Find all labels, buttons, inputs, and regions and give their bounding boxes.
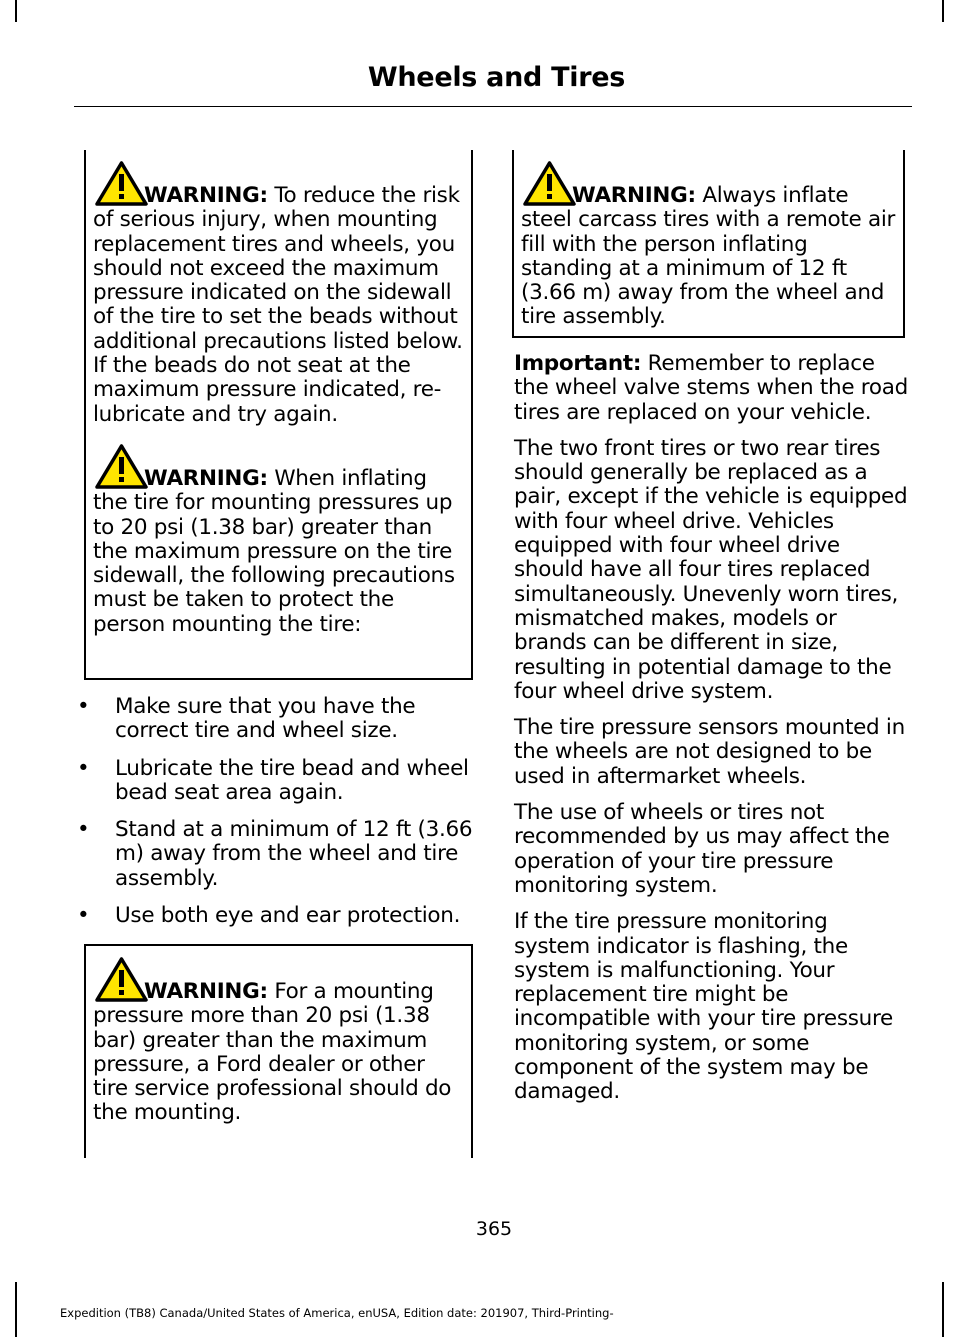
list-item: • Stand at a minimum of 12 ft (3.66 m) away from the wheel and tire assembly. — [74, 818, 478, 891]
warning-body: For a mounting pressure more than 20 psi (1.38 bar) greater than the maximum pressure, a Ford dealer or other tire service professional should do the mounting. — [93, 979, 452, 1126]
list-item: • Use both eye and ear protection. — [74, 904, 478, 928]
list-item: • Lubricate the tire bead and wheel bead seat area again. — [74, 757, 478, 806]
page-number: 365 — [475, 1218, 513, 1240]
precautions-list — [74, 695, 478, 928]
footer-text: Expedition (TB8) Canada/United States of America, enUSA, Edition date: 201907, Third-Printing- — [60, 1306, 614, 1320]
warning-triangle-icon — [94, 160, 149, 207]
warning-box-right — [512, 150, 905, 338]
crop-mark-top-right-v — [942, 0, 944, 22]
right-body-text — [514, 352, 908, 1117]
warning-item — [93, 184, 465, 427]
page-title: Wheels and Tires — [367, 62, 625, 93]
body-paragraph: The two front tires or two rear tires should generally be replaced as a pair, except if the vehicle is equipped with four wheel drive. Vehicles equipped with four wheel drive should have all four tires replaced simultaneously. Unevenly worn tires, mismatched makes, models or brands can be different in size, resulting in potential damage to the four wheel drive system. — [514, 435, 908, 704]
warning-text — [93, 184, 465, 427]
warning-triangle-icon — [94, 956, 149, 1003]
body-paragraph: The tire pressure sensors mounted in the wheels are not designed to be used in aftermarket wheels. — [514, 715, 905, 789]
warning-body: To reduce the risk of serious injury, when mounting replacement tires and wheels, you should not exceed the maximum pressure indicated on the sidewall of the tire to set the beads without additional precautions listed below. If the beads do not seat at the maximum pressure indicated, re-lubricate and try again. — [93, 183, 463, 427]
warning-triangle-icon — [94, 443, 149, 490]
crop-mark-top-left-v — [15, 0, 17, 22]
warning-item — [93, 980, 465, 1126]
body-paragraph: The use of wheels or tires not recommended by us may affect the operation of your tire pressure monitoring system. — [514, 800, 890, 898]
warning-item — [521, 184, 897, 330]
warning-box-left-top — [84, 150, 473, 680]
warning-triangle-icon — [522, 160, 577, 207]
important-body: Remember to replace the wheel valve stems when the road tires are replaced on your vehicle. — [514, 351, 908, 425]
important-label: Important: — [514, 351, 642, 376]
body-paragraph: If the tire pressure monitoring system indicator is flashing, the system is malfunctioning. Your replacement tire might be incompatible with your tire pressure monitoring system, or some component of the system may be damaged. — [514, 909, 893, 1105]
warning-body: Always inflate steel carcass tires with a remote air fill with the person inflating standing at a minimum of 12 ft (3.66 m) away from the wheel and tire assembly. — [521, 183, 896, 330]
warning-label: WARNING: — [144, 979, 268, 1004]
warning-label: WARNING: — [144, 465, 268, 491]
warning-label: WARNING: — [572, 183, 696, 208]
warning-label: WARNING: — [144, 183, 268, 208]
warning-item — [93, 467, 465, 637]
crop-mark-bottom-right-v — [942, 1282, 944, 1337]
warning-box-left-bottom — [84, 944, 473, 1158]
important-note — [514, 352, 908, 425]
header-rule — [74, 106, 912, 107]
list-item: • Make sure that you have the correct tire and wheel size. — [74, 695, 478, 744]
crop-mark-bottom-left-v — [15, 1282, 17, 1337]
warning-text — [93, 467, 465, 637]
bullet-section — [74, 695, 478, 941]
warning-body: When inflating the tire for mounting pressures up to 20 psi (1.38 bar) greater than the maximum pressure on the tire sidewall, the following precautions must be taken to protect the person mounting the tire: — [93, 465, 455, 637]
warning-text — [521, 184, 897, 330]
